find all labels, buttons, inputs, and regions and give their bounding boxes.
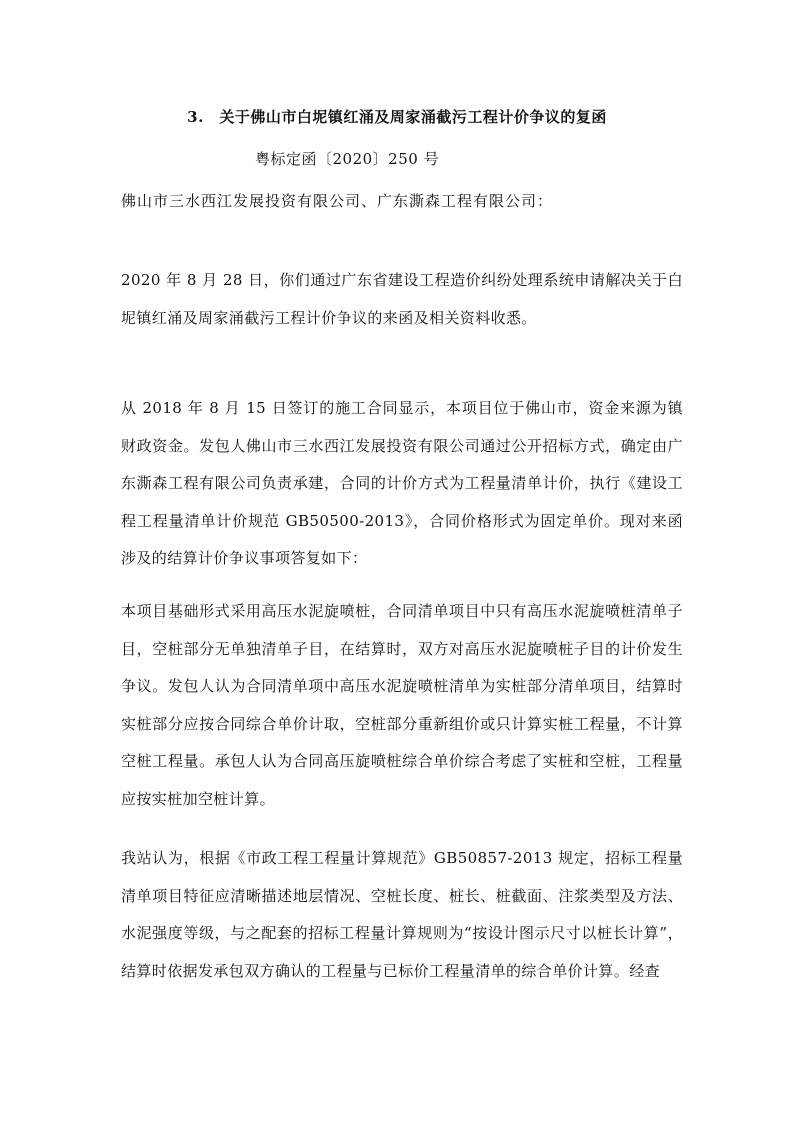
document-number: 粤标定函〔2020〕250 号 [255, 150, 440, 168]
paragraph-dispute: 本项目基础形式采用高压水泥旋喷桩，合同清单项目中只有高压水泥旋喷桩清单子目，空桩部分无单独清单子目，在结算时，双方对高压水泥旋喷桩子目的计价发生争议。发包人认为合同清单项中高压水泥旋喷桩清单为实桩部分清单项目，结算时实桩部分应按合同综合单价计取，空桩部分重新组价或只计算实桩工程量，不计算空桩工程量。承包人认为合同高压旋喷桩综合单价综合考虑了实桩和空桩，工程量应按实桩加空桩计算。 [121, 602, 683, 808]
paragraph-contract: 从 2018 年 8 月 15 日签订的施工合同显示，本项目位于佛山市，资金来源为镇财政资金。发包人佛山市三水西江发展投资有限公司通过公开招标方式，确定由广东澌森工程有限公司负责承建，合同的计价方式为工程量清单计价，执行《建设工程工程量清单计价规范 GB50500-2013》，合同价格形式为固定单价。现对来函涉及的结算计价争议事项答复如下： [121, 399, 683, 567]
document-title: 3. 关于佛山市白坭镇红涌及周家涌截污工程计价争议的复函 [187, 108, 607, 126]
paragraph-receipt: 2020 年 8 月 28 日，你们通过广东省建设工程造价纠纷处理系统申请解决关于白坭镇红涌及周家涌截污工程计价争议的来函及相关资料收悉。 [121, 271, 683, 327]
addressee: 佛山市三水西江发展投资有限公司、广东澌森工程有限公司： [121, 192, 554, 210]
paragraph-opinion: 我站认为，根据《市政工程工程量计算规范》GB50857-2013 规定，招标工程量清单项目特征应清晰描述地层情况、空桩长度、桩长、桩截面、注浆类型及方法、水泥强度等级，与之配套的招标工程量计算规则为“按设计图示尺寸以桩长计算”，结算时依据发承包双方确认的工程量与已标价工程量清单的综合单价计算。经查 [121, 849, 683, 980]
